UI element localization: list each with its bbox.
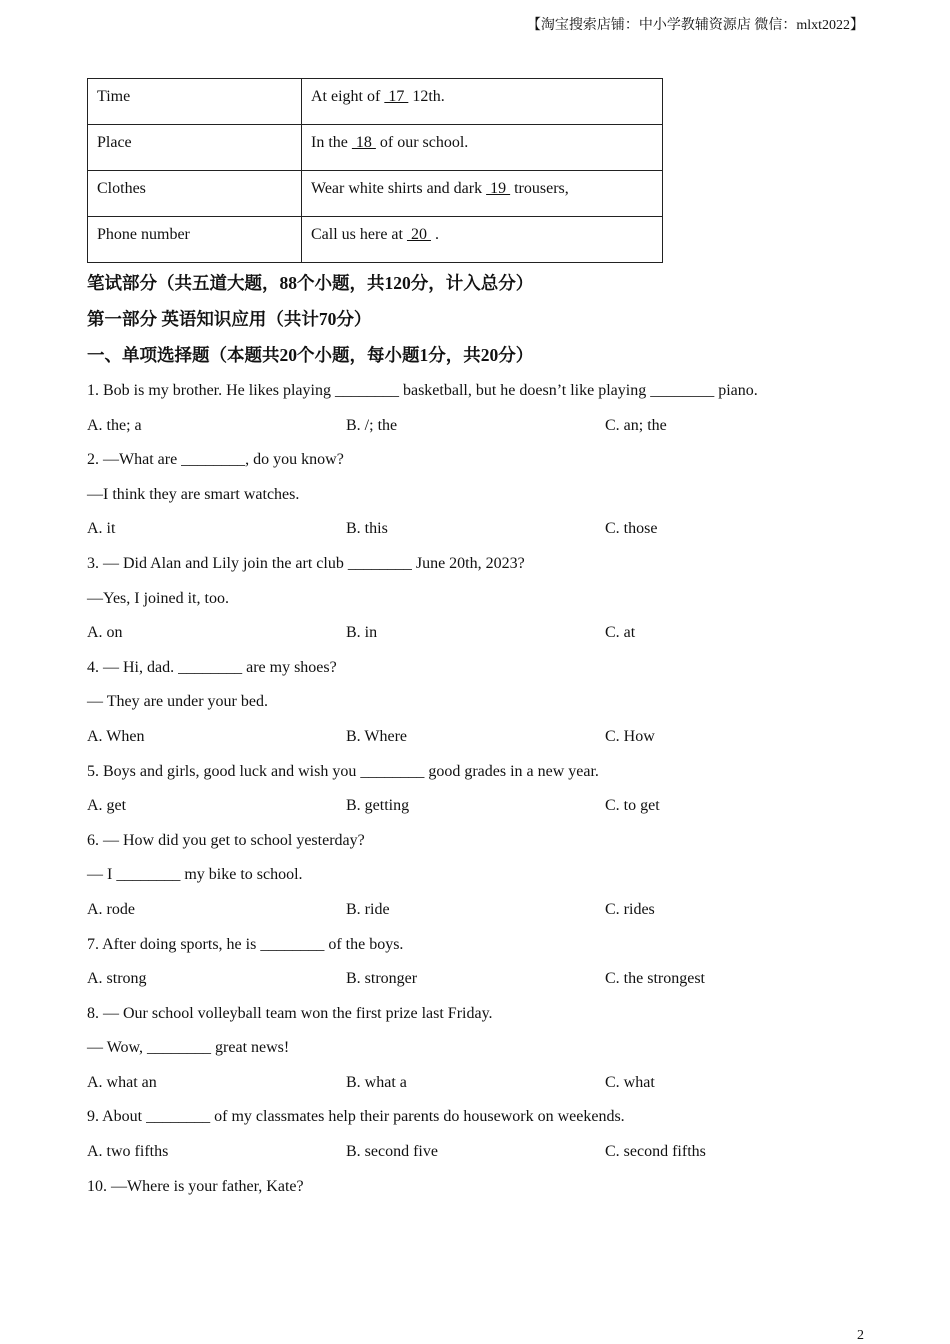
answer-blank: 19 bbox=[486, 180, 511, 197]
answer-option: B. this bbox=[346, 520, 388, 538]
answer-option: B. ride bbox=[346, 900, 390, 918]
question-item bbox=[87, 1104, 877, 1173]
answer-options bbox=[87, 516, 877, 551]
page-number: 2 bbox=[857, 1328, 864, 1343]
table-row bbox=[88, 79, 663, 125]
part1-heading: 第一部分 英语知识应用（共计70分） bbox=[87, 309, 372, 329]
table-key-cell: Time bbox=[88, 79, 302, 125]
header-note: 【淘宝搜索店铺：中小学教辅资源店 微信：mlxt2022】 bbox=[526, 18, 864, 33]
table-row bbox=[88, 171, 663, 217]
question-stem: 2. —What are ________, do you know? bbox=[87, 451, 344, 469]
answer-option: B. second five bbox=[346, 1143, 438, 1161]
value-text-before: At eight of bbox=[311, 88, 385, 105]
answer-option: B. what a bbox=[346, 1073, 407, 1091]
answer-options bbox=[87, 1139, 877, 1174]
question-item bbox=[87, 378, 877, 447]
answer-option: B. getting bbox=[346, 797, 410, 815]
table-row bbox=[88, 217, 663, 263]
question-stem: 5. Boys and girls, good luck and wish you ________ good grades in a new year. bbox=[87, 762, 599, 780]
answer-option: A. When bbox=[87, 727, 145, 745]
answer-blank: 17 bbox=[384, 88, 409, 105]
written-section-heading: 笔试部分（共五道大题，88个小题，共120分，计入总分） bbox=[87, 273, 534, 293]
answer-blank: 18 bbox=[351, 134, 376, 151]
question-item bbox=[87, 447, 877, 551]
answer-option: C. those bbox=[605, 520, 658, 538]
question-dialogue-line: — I ________ my bike to school. bbox=[87, 866, 303, 884]
answer-options bbox=[87, 413, 877, 448]
answer-option: A. on bbox=[87, 624, 123, 642]
question-dialogue-line: — They are under your bed. bbox=[87, 693, 268, 711]
question-item bbox=[87, 655, 877, 759]
question-stem: 3. — Did Alan and Lily join the art club ________ June 20th, 2023? bbox=[87, 554, 525, 572]
answer-option: C. what bbox=[605, 1073, 655, 1091]
question-item bbox=[87, 759, 877, 828]
answer-option: A. strong bbox=[87, 970, 147, 988]
question-item bbox=[87, 828, 877, 932]
question-stem: 8. — Our school volleyball team won the first prize last Friday. bbox=[87, 1004, 493, 1022]
question-dialogue-line: —Yes, I joined it, too. bbox=[87, 589, 229, 607]
answer-option: A. two fifths bbox=[87, 1143, 169, 1161]
question-stem: 10. —Where is your father, Kate? bbox=[87, 1177, 304, 1195]
question-stem: 6. — How did you get to school yesterday? bbox=[87, 831, 365, 849]
section1-heading: 一、单项选择题（本题共20个小题，每小题1分，共20分） bbox=[87, 345, 534, 365]
answer-option: A. the; a bbox=[87, 416, 142, 434]
question-item bbox=[87, 1001, 877, 1105]
question-item bbox=[87, 551, 877, 655]
value-text-after: trousers, bbox=[510, 180, 569, 197]
exam-content bbox=[87, 270, 877, 1208]
answer-options bbox=[87, 966, 877, 1001]
value-text-before: Call us here at bbox=[311, 226, 407, 243]
answer-option: C. second fifths bbox=[605, 1143, 706, 1161]
answer-option: C. at bbox=[605, 624, 636, 642]
question-dialogue-line: — Wow, ________ great news! bbox=[87, 1039, 290, 1057]
table-key-cell: Clothes bbox=[88, 171, 302, 217]
info-table bbox=[87, 78, 663, 263]
value-text-after: . bbox=[430, 226, 439, 243]
table-key-cell: Place bbox=[88, 125, 302, 171]
answer-option: C. the strongest bbox=[605, 970, 705, 988]
value-text-before: In the bbox=[311, 134, 352, 151]
answer-options bbox=[87, 724, 877, 759]
answer-option: C. rides bbox=[605, 900, 655, 918]
question-dialogue-line: —I think they are smart watches. bbox=[87, 485, 300, 503]
answer-option: B. in bbox=[346, 624, 378, 642]
question-stem: 4. — Hi, dad. ________ are my shoes? bbox=[87, 658, 337, 676]
answer-option: A. it bbox=[87, 520, 116, 538]
table-value-cell bbox=[302, 125, 663, 171]
answer-options bbox=[87, 793, 877, 828]
question-stem: 1. Bob is my brother. He likes playing ________ basketball, but he doesn’t like playing ________ piano. bbox=[87, 382, 758, 399]
question-list bbox=[87, 378, 877, 1208]
value-text-after: 12th. bbox=[408, 88, 445, 105]
answer-option: B. /; the bbox=[346, 416, 398, 434]
answer-options bbox=[87, 620, 877, 655]
answer-blank: 20 bbox=[406, 226, 431, 243]
value-text-after: of our school. bbox=[375, 134, 469, 151]
question-item bbox=[87, 932, 877, 1001]
question-stem: 9. About ________ of my classmates help their parents do housework on weekends. bbox=[87, 1108, 625, 1126]
answer-option: A. what an bbox=[87, 1073, 157, 1091]
value-text-before: Wear white shirts and dark bbox=[311, 180, 487, 197]
answer-option: A. rode bbox=[87, 900, 135, 918]
answer-options bbox=[87, 1070, 877, 1105]
answer-option: C. an; the bbox=[605, 416, 667, 434]
table-value-cell bbox=[302, 79, 663, 125]
answer-options bbox=[87, 897, 877, 932]
answer-option: B. stronger bbox=[346, 970, 418, 988]
table-key-cell: Phone number bbox=[88, 217, 302, 263]
answer-option: C. to get bbox=[605, 797, 660, 815]
table-value-cell bbox=[302, 217, 663, 263]
question-item bbox=[87, 1174, 877, 1209]
table-row bbox=[88, 125, 663, 171]
table-value-cell bbox=[302, 171, 663, 217]
answer-option: A. get bbox=[87, 797, 127, 815]
question-stem: 7. After doing sports, he is ________ of the boys. bbox=[87, 935, 404, 953]
answer-option: B. Where bbox=[346, 727, 408, 745]
answer-option: C. How bbox=[605, 727, 655, 745]
